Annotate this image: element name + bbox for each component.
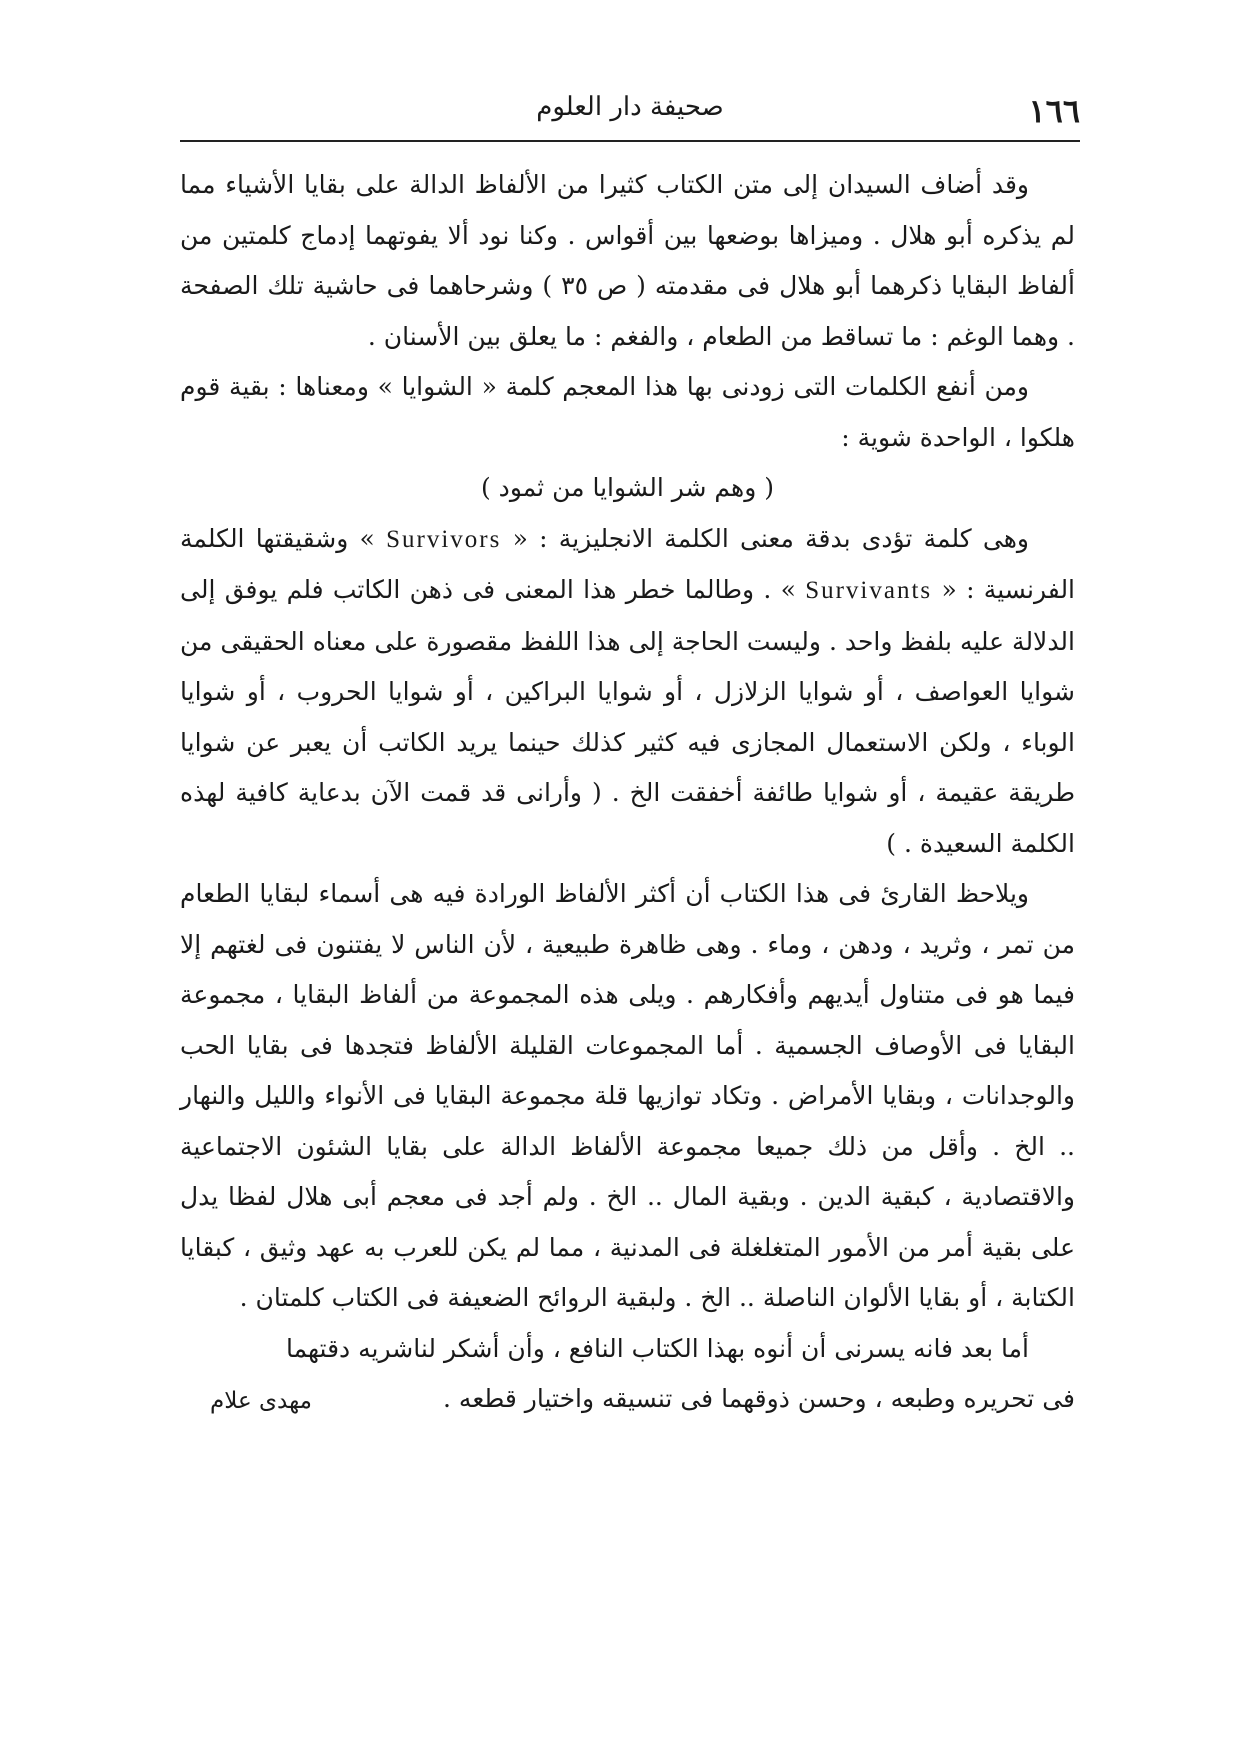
paragraph-3-part-a: وهى كلمة تؤدى بدقة معنى الكلمة الانجليزية : «	[512, 523, 1030, 553]
page-header	[180, 88, 1080, 128]
english-word: Survivors	[386, 525, 502, 553]
paragraph-2: ومن أنفع الكلمات التى زودنى بها هذا المعجم كلمة « الشوايا » ومعناها : بقية قوم هلكوا ، الواحدة شوية :	[180, 372, 1075, 452]
article-body	[180, 160, 1075, 1425]
paragraph-3-part-c: » . وطالما خطر هذا المعنى فى ذهن الكاتب فلم يوفق إلى الدلالة عليه بلفظ واحد . وليست الحاجة إلى هذا اللفظ مقصورة على معناه الحقيقى من شوايا العواصف ، أو شوايا الزلازل ، أو شوايا البراكين ، أو شوايا الحروب ، أو شوايا الوباء ، ولكن الاستعمال المجازى فيه كثير كذلك حينما يريد الكاتب أن يعبر عن شوايا طريقة عقيمة ، أو شوايا طائفة أخفقت الخ . ( وأرانى قد قمت الآن بدعاية كافية لهذه الكلمة السعيدة . )	[180, 575, 1075, 858]
paragraph-3	[180, 514, 1075, 870]
running-title: صحيفة دار العلوم	[536, 92, 724, 122]
paragraph-1: وقد أضاف السيدان إلى متن الكتاب كثيرا من الألفاظ الدالة على بقايا الأشياء مما لم يذكره أبو هلال . وميزاها بوضعها بين أقواس . وكنا نود ألا يفوتهما إدماج كلمتين من ألفاظ البقايا ذكرهما أبو هلال فى مقدمته ( ص ٣٥ ) وشرحاهما فى حاشية تلك الصفحة . وهما الوغم : ما تساقط من الطعام ، والفغم : ما يعلق بين الأسنان .	[180, 170, 1075, 351]
paragraph-5: أما بعد فانه يسرنى أن أنوه بهذا الكتاب النافع ، وأن أشكر لناشريه دقتهما	[285, 1333, 1029, 1363]
paragraph-4: ويلاحظ القارئ فى هذا الكتاب أن أكثر الألفاظ الورادة فيه هى أسماء لبقايا الطعام من تمر ، وثريد ، ودهن ، وماء . وهى ظاهرة طبيعية ، لأن الناس لا يفتنون فى لغتهم إلا فيما هو فى متناول أيديهم وأفكارهم . ويلى هذه المجموعة من ألفاظ البقايا ، مجموعة البقايا فى الأوصاف الجسمية . أما المجموعات القليلة الألفاظ فتجدها فى بقايا الحب والوجدانات ، وبقايا الأمراض . وتكاد توازيها قلة مجموعة البقايا فى الأنواء والليل والنهار .. الخ . وأقل من ذلك جميعا مجموعة الألفاظ الدالة على بقايا الشئون الاجتماعية والاقتصادية ، كبقية الدين . وبقية المال .. الخ . ولم أجد فى معجم أبى هلال لفظا يدل على بقية أمر من الأمور المتغلغلة فى المدنية ، مما لم يكن للعرب به عهد وثيق ، كبقايا الكتابة ، أو بقايا الألوان الناصلة .. الخ . ولبقية الروائح الضعيفة فى الكتاب كلمتان .	[180, 879, 1075, 1312]
verse-quote: ( وهم شر الشوايا من ثمود )	[480, 473, 774, 502]
header-rule	[180, 140, 1080, 142]
closing-line	[180, 1374, 1075, 1425]
page-number: ١٦٦	[1028, 92, 1080, 130]
closing-text: فى تحريره وطبعه ، وحسن ذوقهما فى تنسيقه واختيار قطعه .	[443, 1384, 1075, 1413]
author-signature: مهدى علام	[210, 1388, 312, 1414]
french-word: Survivants	[805, 577, 933, 604]
paragraph-3-part-b: » وشقيقتها الكلمة الفرنسية : «	[180, 523, 1076, 604]
